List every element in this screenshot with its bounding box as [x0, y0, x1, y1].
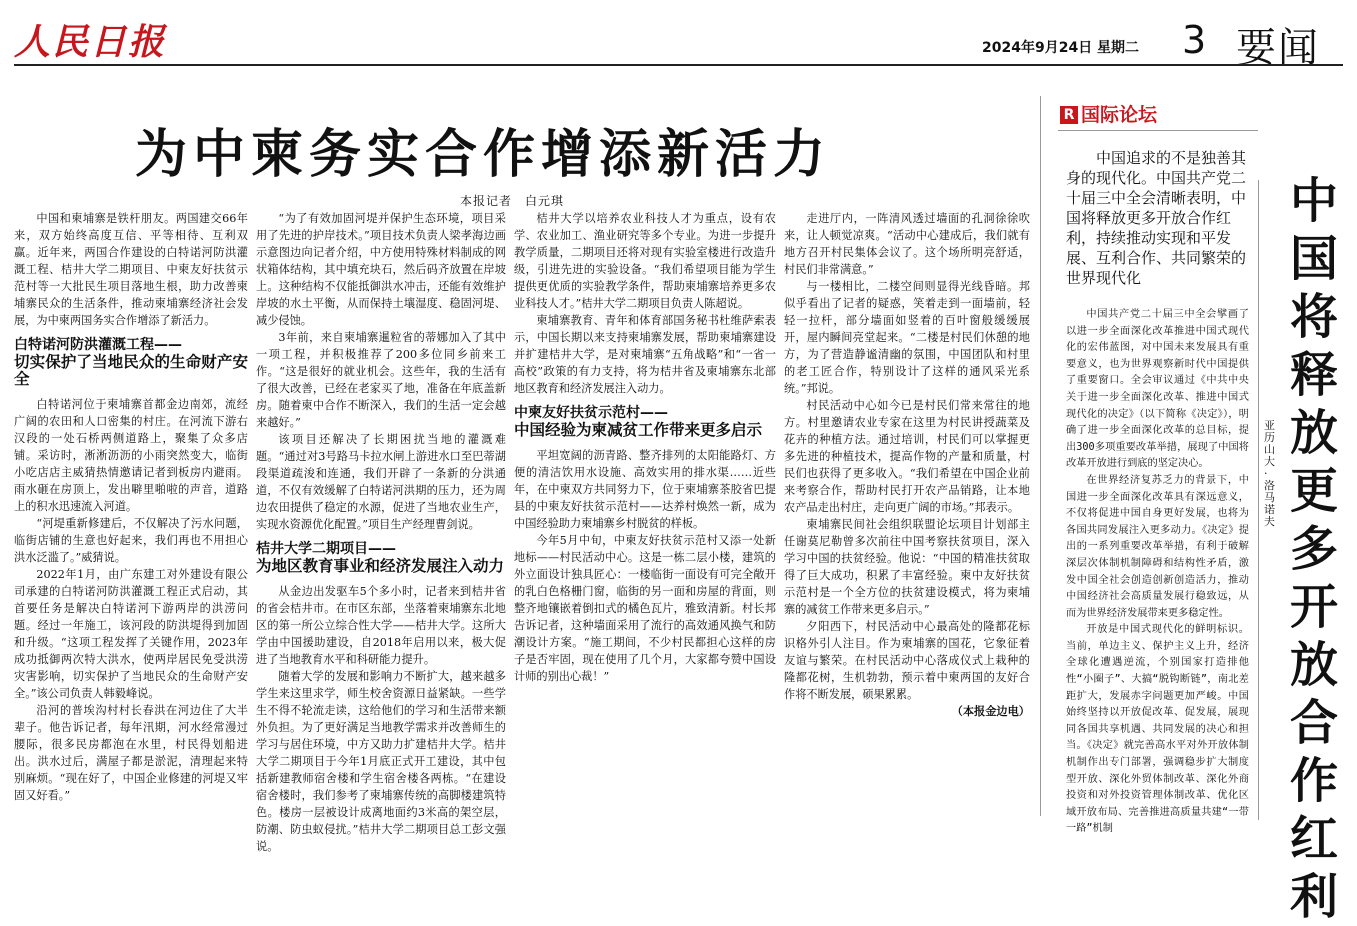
forum-paragraph: 开放是中国式现代化的鲜明标识。当前，单边主义、保护主义上升，经济全球化遭遇逆流，个别国家打造排他性“小圈子”、大搞“脱钩断链”，南北差距扩大，发展赤字问题更加严峻。中国始终坚持以开放促改革、促发展，展现同各国共享机遇、共同发展的决心和担当。《决定》就完善高水平对外开放体制机制作出专门部署，强调稳步扩大制度型开放、深化外贸体制改革、深化外商投资和对外投资管理体制改革、优化区域开放布局、完善推进高质量共建“一带一路”机制: [1066, 624, 1249, 835]
article-byline: 本报记者 白元琪: [460, 194, 565, 208]
dateline-credit: （本报金边电）: [951, 704, 1030, 718]
article-paragraph: 与一楼相比，二楼空间则显得光线昏暗。邦似乎看出了记者的疑惑，笑着走到一面墙前，轻轻一拉杆，部分墙面如竖着的百叶窗般缓缓展开，屋内瞬间亮堂起来。“二楼是村民们休憩的地方，为了营造静谧清幽的氛围，中国团队和村里的老工匠合作，特别设计了这样的通风采光系统。”邦说。: [784, 280, 1030, 395]
section-heading: [256, 541, 506, 575]
section-heading-line2: 为地区教育事业和经济发展注入动力: [256, 557, 505, 575]
forum-rule: [1058, 130, 1258, 131]
article-paragraph: “河堤重新修建后，不仅解决了污水问题，临街店铺的生意也好起来，我们再也不用担心洪水泛滥了。”威猜说。: [14, 517, 248, 564]
column-divider: [1040, 96, 1041, 816]
article-paragraph: 2022年1月，由广东建工对外建设有限公司承建的白特诺河防洪灌溉工程正式启动，其首要任务是解决白特诺河下游两岸的洪涝问题。经过一年施工，该河段的防洪堤得到加固和升级。“这项工程发挥了关键作用，2023年成功抵御两次特大洪水，使两岸居民免受洪涝灾害影响，切实保护了当地民众的生命财产安全。”该公司负责人韩毅峰说。: [14, 568, 248, 700]
forum-label: [1060, 100, 1157, 127]
masthead-rule: [14, 64, 1343, 66]
article-column-2: [256, 210, 506, 853]
article-paragraph: 夕阳西下，村民活动中心最高处的隆都花标识格外引人注目。作为柬埔寨的国花，它象征着友谊与繁荣。在村民活动中心落成仪式上栽种的隆都花树，生机勃勃，预示着中柬两国的友好合作将不断发展，硕果累累。: [784, 620, 1030, 701]
forum-lead: 中国追求的不是独善其身的现代化。中国共产党二十届三中全会清晰表明，中国将释放更多开放合作红利，持续推动实现和平发展、互利合作、共同繁荣的世界现代化: [1066, 149, 1247, 287]
article-paragraph: 中国和柬埔寨是铁杆朋友。两国建交66年来，双方始终高度互信、平等相待、互利双赢。近年来，两国合作建设的白特诺河防洪灌溉工程、桔井大学二期项目、中柬友好扶贫示范村等一大批民生项目落地生根，助力改善柬埔寨民众的生活条件，推动柬埔寨经济社会发展，为中柬两国务实合作增添了新活力。: [14, 212, 248, 327]
article-paragraph: “为了有效加固河堤并保护生态环境，项目采用了先进的护岸技术。”项目技术负责人梁孝海边画示意图边向记者介绍，中方使用特殊材料制成的网状箱体结构，其中填充块石，然后码齐放置在岸坡上。这种结构不仅能抵御洪水冲击，还能有效维护岸坡的水土平衡，从而保持土壤湿度、稳固河堤、减少侵蚀。: [256, 212, 506, 327]
column-divider: [1258, 180, 1259, 820]
article-paragraph: 柬埔寨教育、青年和体育部国务秘书杜维萨索表示，中国长期以来支持柬埔寨发展，帮助柬埔寨建设并扩建桔井大学，是对柬埔寨“五角战略”和“一省一高校”政策的有力支持，将为桔井省及柬埔寨东北部地区教育和经济发展注入动力。: [514, 314, 776, 395]
article-headline: 为中柬务实合作增添新活力: [135, 125, 832, 185]
forum-headline: 中国将释放更多开放合作红利: [1290, 173, 1339, 925]
article-paragraph: 柬埔寨民间社会组织联盟论坛项目计划部主任谢莫尼勒曾多次前往中国考察扶贫项目，深入学习中国的扶贫经验。他说：“中国的精准扶贫取得了巨大成功，积累了丰富经验。柬中友好扶贫示范村是一个全方位的扶贫建设模式，将为柬埔寨的减贫工作带来更多启示。”: [784, 518, 1030, 616]
article-paragraph: 走进厅内，一阵清风透过墙面的孔洞徐徐吹来，让人顿觉凉爽。“活动中心建成后，我们就有地方召开村民集体会议了。这个场所明亮舒适，村民们非常满意。”: [784, 212, 1030, 276]
section-heading-line1: 桔井大学二期项目——: [256, 541, 396, 557]
article-paragraph: 3年前，来自柬埔寨暹粒省的蒂娜加入了其中一项工程，并积极推荐了200多位同乡前来工作。“这是很好的就业机会。这些年，我的生活有了很大改善，已经在老家买了地，准备在年底盖新房。随着柬中合作不断深入，我们的生活一定会越来越好。”: [256, 331, 506, 429]
article-paragraph: 从金边出发驱车5个多小时，记者来到桔井省的省会桔井市。在市区东部，坐落着柬埔寨东北地区的第一所公立综合性大学——桔井大学。这所大学由中国援助建设，自2018年启用以来，极大促进了当地教育水平和科研能力提升。: [256, 585, 506, 666]
article-column-4: [784, 210, 1030, 825]
forum-paragraph: 中国共产党二十届三中全会擘画了以进一步全面深化改革推进中国式现代化的宏伟蓝图，对中国未来发展具有重要意义，也为世界观察新时代中国提供了重要窗口。全会审议通过《中共中央关于进一步全面深化改革、推进中国式现代化的决定》（以下简称《决定》），明确了进一步全面深化改革的总目标，提出300多项重要改革举措，展现了中国将改革开放进行到底的坚定决心。: [1066, 309, 1249, 470]
article-paragraph: 村民活动中心如今已是村民们常来常往的地方。村里邀请农业专家在这里为村民讲授蔬菜及花卉的种植方法。通过培训，村民们可以掌握更多先进的种植技术，提高作物的产量和质量，村民们也获得了更多收入。“我们希望在中国企业前来考察合作，帮助村民打开农产品销路，让本地农产品走出村庄，走向更广阔的市场。”邦表示。: [784, 399, 1030, 514]
article-column-3: [514, 210, 776, 825]
newspaper-logo: 人民日报: [14, 21, 167, 63]
page-number: 3: [1182, 18, 1207, 62]
article-paragraph: 沿河的普埃沟村村长春洪在河边住了大半辈子。他告诉记者，每年汛期，河水经常漫过腰际，很多民房都泡在水里，村民得划船进出。洪水过后，满屋子都是淤泥，清理起来特别麻烦。“现在好了，中国企业修建的河堤又牢固又好看。”: [14, 704, 248, 802]
article-column-1: [14, 210, 248, 825]
forum-logo-icon: R: [1060, 106, 1078, 124]
article-paragraph: 随着大学的发展和影响力不断扩大，越来越多学生来这里求学，师生校舍资源日益紧缺。一些学生不得不轮流走读，这给他们的学习和生活带来额外负担。为了更好满足当地教学需求并改善师生的学习与居住环境，中方又助力扩建桔井大学。桔井大学二期项目于今年1月底正式开工建设，其中包括新建教师宿舍楼和学生宿舍楼各两栋。“在建设宿舍楼时，我们参考了柬埔寨传统的高脚楼建筑特色。楼房一层被设计成离地面约3米高的架空层，防潮、防虫蚁侵扰。”桔井大学二期项目总工彭文强说。: [256, 670, 506, 853]
section-heading: [514, 405, 776, 439]
forum-body: [1066, 307, 1249, 835]
section-heading: [14, 337, 248, 388]
article-paragraph: 白特诺河位于柬埔寨首都金边南郊，流经广阔的农田和人口密集的村庄。在河流下游右汉段的一处石桥两侧道路上，聚集了众多店铺。采访时，淅淅沥沥的小雨突然变大，临街小吃店店主威猜热情邀请记者到板房内避雨。雨水砸在房顶上，发出噼里啪啦的声音，道路上的积水迅速流入河道。: [14, 398, 248, 513]
article-paragraph: 平坦宽阔的沥青路、整齐排列的太阳能路灯、方便的清洁饮用水设施、高效实用的排水渠……近些年，在中柬双方共同努力下，位于柬埔寨茶胶省巴提县的中柬友好扶贫示范村——达养村焕然一新，成为中国经验助力柬埔寨乡村脱贫的样板。: [514, 449, 776, 530]
article-paragraph: 桔井大学以培养农业科技人才为重点，设有农学、农业加工、渔业研究等多个专业。为进一步提升教学质量，二期项目还将对现有实验室楼进行改造升级，引进先进的实验设备。“我们希望项目能为学生提供更优质的实验教学条件，帮助柬埔寨培养更多农业科技人才。”桔井大学二期项目负责人陈超说。: [514, 212, 776, 310]
section-heading-line1: 中柬友好扶贫示范村——: [514, 405, 668, 421]
article-paragraph: 该项目还解决了长期困扰当地的灌溉难题。“通过对3号路马卡拉水闸上游进水口至巴蒂湖段渠道疏浚和连通，我们开辟了一条新的分洪通道，不仅有效缓解了白特诺河洪期的压力，还为周边农田提供了稳定的水源，促进了当地农业生产，实现水资源优化配置。”项目生产经理曹剑说。: [256, 433, 506, 531]
article-paragraph: 今年5月中旬，中柬友好扶贫示范村又添一处新地标——村民活动中心。这是一栋二层小楼，建筑的外立面设计独具匠心：一楼临街一面设有可完全敞开的乳白色格栅门窗，临街的另一面和房屋的背面，则整齐地镶嵌着倒扣式的橘色瓦片，雅致清新。村长邦告诉记者，这种墙面采用了流行的高效通风换气和防潮设计方案。“施工期间，不少村民都担心这样的房子是否牢固，现在使用了几个月，大家都夸赞中国设计师的别出心裁！”: [514, 534, 776, 683]
section-heading-line2: 中国经验为柬减贫工作带来更多启示: [514, 421, 763, 439]
section-heading-line1: 白特诺河防洪灌溉工程——: [14, 337, 182, 353]
issue-date: 2024年9月24日 星期二: [982, 40, 1140, 56]
forum-label-text: 国际论坛: [1081, 104, 1158, 126]
section-heading-line2: 切实保护了当地民众的生命财产安全: [14, 353, 248, 388]
forum-author: 亚历山大·洛马诺夫: [1264, 419, 1275, 528]
section-title: 要闻: [1236, 25, 1320, 71]
forum-paragraph: 在世界经济复苏乏力的背景下，中国进一步全面深化改革具有深远意义，不仅将促进中国自身更好发展，也将为各国共同发展注入更多动力。《决定》提出的一系列重要改革举措，有利于破解深层次体制机制障碍和结构性矛盾，激发中国全社会创造创新创造活力，推动中国经济社会高质量发展行稳致远，从而为世界经济发展带来更多稳定性。: [1066, 474, 1249, 619]
